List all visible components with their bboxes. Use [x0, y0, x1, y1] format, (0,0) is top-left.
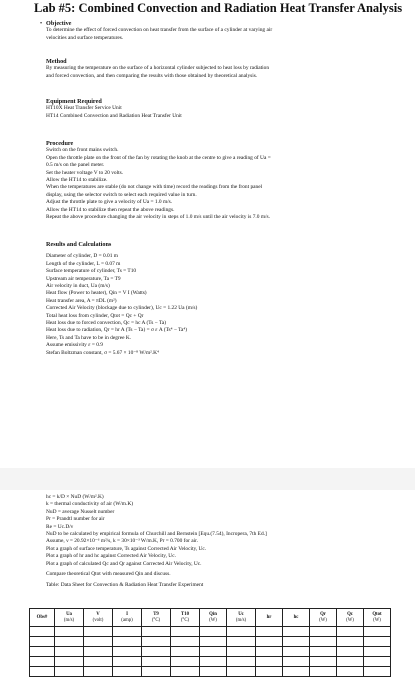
table-header-row	[30, 609, 391, 627]
procedure-line: Switch on the front mains switch.	[46, 147, 119, 154]
table-cell[interactable]	[113, 627, 142, 637]
table-cell[interactable]	[227, 647, 256, 657]
procedure-line: display, using the selector switch to select each required value in turn.	[46, 191, 197, 198]
table-cell[interactable]	[55, 627, 84, 637]
table-cell[interactable]	[364, 657, 391, 667]
table-cell[interactable]	[283, 667, 310, 677]
table-cell[interactable]	[30, 667, 55, 677]
calc-line: Plot a graph of calculated Qc and Qr against Corrected Air Velocity, Uc.	[46, 560, 202, 567]
objective-line: To determine the effect of forced convection on heat transfer from the surface of a cylinder at varying air	[46, 27, 273, 34]
table-cell[interactable]	[171, 637, 200, 647]
column-header-label: Qtot	[372, 611, 382, 617]
column-header-unit: (W)	[209, 617, 217, 623]
results-line: Surface temperature of cylinder, Ts = T10	[46, 268, 137, 275]
column-header	[200, 609, 227, 627]
table-cell[interactable]	[310, 627, 337, 637]
table-cell[interactable]	[113, 667, 142, 677]
table-cell[interactable]	[364, 647, 391, 657]
calc-line: NuD to be calculated by empirical formula of Churchill and Bernstein [Equ.(7.54), Incropera, 7th Ed.]	[46, 531, 267, 538]
table-caption: Table: Data Sheet for Convection & Radiation Heat Transfer Experiment	[46, 582, 204, 589]
table-cell[interactable]	[200, 627, 227, 637]
table-cell[interactable]	[55, 647, 84, 657]
equipment-section	[46, 98, 182, 120]
column-header	[283, 609, 310, 627]
table-cell[interactable]	[171, 667, 200, 677]
column-header-label: T10	[181, 611, 189, 617]
results-line: Heat flow (Power to heater), Qin = V I (Watts)	[46, 290, 147, 297]
table-cell[interactable]	[55, 667, 84, 677]
column-header	[227, 609, 256, 627]
equipment-line: HT14 Combined Convection and Radiation Heat Transfer Unit	[46, 112, 182, 119]
column-header	[364, 609, 391, 627]
column-header-unit: (°C)	[151, 617, 161, 623]
equipment-line: HT10X Heat Transfer Service Unit	[46, 105, 122, 112]
table-cell[interactable]	[283, 657, 310, 667]
bullet-mark: •	[40, 21, 43, 27]
data-sheet-table	[29, 608, 391, 677]
table-cell[interactable]	[337, 627, 364, 637]
results-line: Heat loss due to forced convection, Qc = hc A (Ts − Ta)	[46, 320, 167, 327]
table-cell[interactable]	[283, 627, 310, 637]
table-row	[30, 657, 391, 667]
table-cell[interactable]	[84, 637, 113, 647]
table-cell[interactable]	[30, 627, 55, 637]
calc-line: Pr = Prandtl number for air	[46, 516, 105, 523]
table-cell[interactable]	[142, 657, 171, 667]
procedure-line: When the temperatures are stable (do not change with time) record the readings from the front panel	[46, 184, 263, 191]
table-cell[interactable]	[55, 657, 84, 667]
table-row	[30, 637, 391, 647]
equipment-heading: Equipment Required	[46, 98, 102, 105]
results-line: Heat loss due to radiation, Qr = hr A (Ts − Ta) = σ ε A (Ts⁴ − Ta⁴)	[46, 327, 188, 334]
procedure-line: Repeat the above procedure changing the air velocity in steps of 1.0 m/s until the air velocity is 7.0 m/s.	[46, 214, 270, 221]
column-header-label: Qr	[320, 611, 326, 617]
procedure-line: 0.5 m/s on the panel meter.	[46, 162, 105, 169]
objective-line: velocities and surface temperatures.	[46, 34, 124, 41]
calc-line: Plot a graph of surface temperature, Ts against Corrected Air Velocity, Uc.	[46, 545, 207, 552]
table-row	[30, 667, 391, 677]
table-cell[interactable]	[227, 627, 256, 637]
procedure-line: Allow the HT14 to stabilize.	[46, 177, 108, 184]
table-cell[interactable]	[364, 667, 391, 677]
table-cell[interactable]	[200, 647, 227, 657]
table-cell[interactable]	[113, 637, 142, 647]
method-heading: Method	[46, 58, 67, 65]
procedure-line: Allow the HT14 to stabilize then repeat the above readings.	[46, 206, 175, 213]
table-cell[interactable]	[55, 637, 84, 647]
table-row	[30, 647, 391, 657]
column-header-label: Qc	[347, 611, 353, 617]
table-cell[interactable]	[171, 627, 200, 637]
table-cell[interactable]	[171, 657, 200, 667]
table-cell[interactable]	[30, 637, 55, 647]
procedure-heading: Procedure	[46, 140, 74, 147]
table-cell[interactable]	[310, 647, 337, 657]
table-cell[interactable]	[142, 627, 171, 637]
column-header-label: T9	[153, 611, 159, 617]
table-cell[interactable]	[227, 667, 256, 677]
table-cell[interactable]	[30, 657, 55, 667]
procedure-line: Open the throttle plate on the front of the fan by rotating the knob at the centre to give a reading of Ua =	[46, 154, 271, 161]
method-line: and forced convection, and then comparing the results with those obtained by theoretical analysis.	[46, 72, 258, 79]
column-header	[30, 609, 55, 627]
table-cell[interactable]	[227, 657, 256, 667]
results-line: Air velocity in duct, Ua (m/s)	[46, 283, 110, 290]
procedure-line: Adjust the throttle plate to give a velocity of Ua = 1.0 m/s.	[46, 199, 173, 206]
results-line: Upstream air temperature, Ta = T9	[46, 275, 121, 282]
results-line: Stefan Boltzman constant, σ = 5.67 × 10⁻⁸ W/m².K⁴	[46, 349, 159, 356]
calc-line: k = thermal conductivity of air (W/m.K)	[46, 501, 134, 508]
column-header-label: Ua	[66, 611, 72, 617]
table-cell[interactable]	[84, 627, 113, 637]
table-cell[interactable]	[142, 667, 171, 677]
table-cell[interactable]	[84, 647, 113, 657]
table-cell[interactable]	[142, 637, 171, 647]
method-section	[46, 58, 269, 80]
column-header	[55, 609, 84, 627]
column-header	[337, 609, 364, 627]
table-cell[interactable]	[113, 647, 142, 657]
column-header-unit: (m/s)	[63, 617, 75, 623]
column-header-label: Uc	[238, 611, 244, 617]
results-line: Total heat loss from cylinder, Qtot = Qc + Qr	[46, 312, 144, 319]
table-cell[interactable]	[256, 627, 283, 637]
table-cell[interactable]	[200, 637, 227, 647]
objective-section	[46, 20, 272, 42]
results-line: Diameter of cylinder, D = 0.01 m	[46, 253, 118, 260]
calculation-notes	[46, 494, 267, 590]
table-cell[interactable]	[310, 637, 337, 647]
column-header	[113, 609, 142, 627]
table-cell[interactable]	[171, 647, 200, 657]
column-header	[310, 609, 337, 627]
objective-heading: Objective	[46, 20, 72, 27]
column-header	[256, 609, 283, 627]
table-cell[interactable]	[113, 657, 142, 667]
column-header	[84, 609, 113, 627]
table-cell[interactable]	[310, 667, 337, 677]
results-line: Heat transfer area, A = πDL (m²)	[46, 297, 117, 304]
column-header-label: Obs#	[36, 614, 48, 620]
table-cell[interactable]	[30, 647, 55, 657]
table-cell[interactable]	[227, 637, 256, 647]
table-row	[30, 627, 391, 637]
table-cell[interactable]	[337, 657, 364, 667]
column-header-unit: (amp)	[121, 617, 133, 623]
table-cell[interactable]	[337, 637, 364, 647]
procedure-line: Set the heater voltage V to 20 volts.	[46, 169, 124, 176]
column-header-unit: (W)	[346, 617, 354, 623]
table-cell[interactable]	[337, 667, 364, 677]
column-header-unit: (W)	[373, 617, 381, 623]
table-cell[interactable]	[310, 657, 337, 667]
page-gap	[0, 468, 415, 490]
results-section	[46, 241, 197, 357]
table-cell[interactable]	[200, 667, 227, 677]
column-header	[142, 609, 171, 627]
results-line: Here, Ts and Ta have to be in degree K.	[46, 334, 132, 341]
column-header-label: V	[96, 611, 100, 617]
results-heading: Results and Calculations	[46, 241, 112, 248]
table-cell[interactable]	[364, 627, 391, 637]
calc-line: Assume, ν = 20.92×10⁻⁶ m²/s, k = 30×10⁻³ W/m.K, Pr = 0.700 for air.	[46, 538, 199, 545]
column-header	[171, 609, 200, 627]
table-cell[interactable]	[283, 647, 310, 657]
column-header-label: hc	[293, 614, 299, 620]
calc-line: NuD = average Nusselt number	[46, 508, 115, 515]
procedure-section	[46, 140, 271, 221]
column-header-unit: (°C)	[180, 617, 190, 623]
column-header-label: I	[126, 611, 128, 617]
table-cell[interactable]	[142, 647, 171, 657]
column-header-label: hr	[266, 614, 272, 620]
table-cell[interactable]	[256, 637, 283, 647]
calc-line: Plot a graph of hr and hc against Corrected Air Velocity, Uc.	[46, 553, 176, 560]
results-line: Length of the cylinder, L = 0.07 m	[46, 260, 121, 267]
column-header-label: Qin	[209, 611, 217, 617]
table-cell[interactable]	[84, 657, 113, 667]
table-cell[interactable]	[337, 647, 364, 657]
table-cell[interactable]	[256, 657, 283, 667]
column-header-unit: (volt)	[92, 617, 104, 623]
column-header-unit: (m/s)	[235, 617, 247, 623]
table-cell[interactable]	[256, 667, 283, 677]
calc-line: Compare theoretical Qtot with measured Qin and discuss.	[46, 571, 171, 578]
table-cell[interactable]	[84, 667, 113, 677]
calc-line: hc = k/D × NuD (W/m².K)	[46, 494, 104, 500]
results-line: Assume emissivity ε = 0.9	[46, 342, 103, 349]
table-cell[interactable]	[364, 637, 391, 647]
page-title: Lab #5: Combined Convection and Radiation Heat Transfer Analysis	[34, 1, 403, 15]
method-line: By measuring the temperature on the surface of a horizontal cylinder subjected to heat loss by radiation	[46, 65, 270, 72]
table-cell[interactable]	[200, 657, 227, 667]
table-cell[interactable]	[256, 647, 283, 657]
column-header-unit: (W)	[319, 617, 327, 623]
calc-line: Re = Uc.D/ν	[46, 523, 74, 530]
results-line: Corrected Air Velocity (blockage due to cylinder), Uc = 1.22 Ua (m/s)	[46, 305, 198, 312]
table-cell[interactable]	[283, 637, 310, 647]
